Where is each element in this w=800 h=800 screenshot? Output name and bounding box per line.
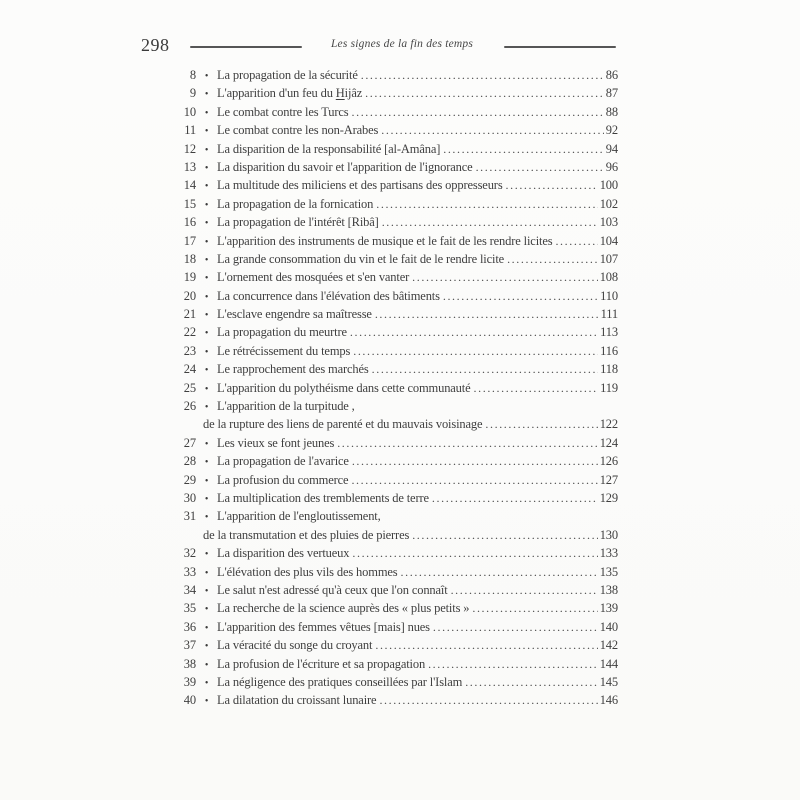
bullet-icon: •	[204, 346, 209, 358]
entry-label: La concurrence dans l'élévation des bâtiments	[217, 288, 440, 303]
toc-entry-text	[217, 434, 618, 452]
bullet-icon: •	[204, 126, 209, 138]
toc-entry-text	[217, 563, 618, 581]
dot-leader	[352, 452, 598, 470]
toc-entry	[145, 673, 618, 691]
entry-page-number: 100	[599, 178, 618, 193]
entry-label: La propagation du meurtre	[217, 325, 347, 340]
toc-entry-text	[217, 268, 618, 286]
bullet-icon: •	[204, 438, 209, 450]
toc-entry	[145, 176, 618, 194]
dot-leader	[381, 121, 604, 139]
dot-leader	[443, 287, 598, 305]
header-rule-left	[190, 46, 302, 48]
toc-entry-text	[217, 213, 618, 231]
entry-number: 16	[183, 215, 196, 230]
bullet-icon: •	[204, 604, 209, 616]
toc-entry-text	[217, 397, 618, 415]
bullet-icon: •	[204, 567, 209, 579]
toc-entry	[145, 471, 618, 489]
toc-entry-text	[217, 379, 618, 397]
entry-page-number: 88	[605, 104, 618, 119]
toc-entry-text	[217, 121, 618, 139]
dot-leader	[474, 379, 599, 397]
entry-page-number: 124	[599, 435, 618, 450]
entry-number: 9	[189, 86, 196, 101]
bullet-icon: •	[204, 71, 209, 82]
entry-page-number: 133	[599, 546, 618, 561]
toc-entry	[145, 158, 618, 176]
toc-entry	[145, 195, 618, 213]
toc-entry-text	[217, 195, 618, 213]
toc-entry-text	[217, 599, 618, 617]
entry-page-number: 116	[600, 343, 618, 358]
entry-page-number: 119	[600, 380, 618, 395]
toc-entry-text	[217, 360, 618, 378]
bullet-icon: •	[204, 107, 209, 119]
entry-number: 12	[183, 141, 196, 156]
dot-leader	[375, 305, 599, 323]
entry-label: La négligence des pratiques conseillées par l'Islam	[217, 674, 463, 689]
page-header	[0, 34, 800, 60]
entry-page-number: 146	[599, 693, 618, 708]
toc-entry	[145, 268, 618, 286]
entry-page-number: 138	[599, 582, 618, 597]
toc-entry	[145, 563, 618, 581]
toc-entry	[145, 213, 618, 231]
entry-label: Le rapprochement des marchés	[217, 362, 369, 377]
entry-number: 25	[183, 380, 196, 395]
dot-leader	[506, 176, 598, 194]
toc-entry	[145, 379, 618, 397]
dot-leader	[476, 158, 604, 176]
toc-entry	[145, 323, 618, 341]
entry-label: L'esclave engendre sa maîtresse	[217, 307, 372, 322]
dot-leader	[353, 342, 598, 360]
entry-label: L'apparition du polythéisme dans cette communauté	[217, 380, 471, 395]
bullet-icon: •	[204, 162, 209, 174]
entry-label: Les vieux se font jeunes	[217, 435, 335, 450]
entry-page-number: 96	[605, 159, 618, 174]
entry-number: 18	[183, 251, 196, 266]
dot-leader	[352, 103, 604, 121]
dot-leader	[465, 673, 597, 691]
bullet-icon: •	[204, 475, 209, 487]
bullet-icon: •	[204, 641, 209, 653]
entry-page-number: 118	[600, 362, 618, 377]
dot-leader	[361, 66, 604, 84]
toc-entry	[145, 84, 618, 102]
dot-leader	[433, 618, 598, 636]
entry-label: La disparition des vertueux	[217, 546, 350, 561]
toc-entry-text	[217, 691, 618, 709]
entry-label: Le combat contre les non-Arabes	[217, 123, 379, 138]
toc-entry-text	[217, 673, 618, 691]
header-rule-right	[504, 46, 616, 48]
toc-entry-text	[217, 287, 618, 305]
dot-leader	[428, 655, 598, 673]
bullet-icon: •	[204, 181, 209, 193]
toc-entry	[145, 232, 618, 250]
toc-entry	[145, 599, 618, 617]
entry-page-number: 110	[600, 288, 618, 303]
entry-page-number: 104	[599, 233, 618, 248]
entry-number: 30	[183, 490, 196, 505]
entry-label: La véracité du songe du croyant	[217, 638, 373, 653]
entry-label: L'apparition de la turpitude ,	[217, 399, 355, 414]
dot-leader	[443, 140, 604, 158]
entry-number: 10	[183, 104, 196, 119]
dot-leader	[337, 434, 597, 452]
toc-entry-text	[217, 323, 618, 341]
bullet-icon: •	[204, 402, 209, 414]
bullet-icon: •	[204, 199, 209, 211]
entry-page-number: 129	[599, 490, 618, 505]
entry-label: L'apparition d'un feu du Hijâz	[217, 86, 363, 101]
dot-leader	[350, 323, 598, 341]
entry-page-number: 135	[599, 564, 618, 579]
bullet-icon: •	[204, 696, 209, 708]
entry-label: Le rétrécissement du temps	[217, 343, 351, 358]
toc-entry	[145, 140, 618, 158]
entry-page-number: 102	[599, 196, 618, 211]
dot-leader	[382, 213, 598, 231]
toc-entry-text	[203, 526, 618, 544]
dot-leader	[485, 415, 597, 433]
entry-label: de la transmutation et des pluies de pierres	[203, 527, 410, 542]
dot-leader	[451, 581, 598, 599]
toc-entry	[145, 342, 618, 360]
entry-label: La disparition du savoir et l'apparition de l'ignorance	[217, 159, 473, 174]
entry-number: 39	[183, 674, 196, 689]
toc-entry	[145, 691, 618, 709]
bullet-icon: •	[204, 310, 209, 322]
entry-label: L'apparition des femmes vêtues [mais] nues	[217, 619, 430, 634]
bullet-icon: •	[204, 273, 209, 285]
entry-number: 19	[183, 270, 196, 285]
entry-page-number: 122	[599, 417, 618, 432]
toc-entry	[145, 305, 618, 323]
dot-leader	[352, 544, 597, 562]
entry-number: 34	[183, 582, 196, 597]
bullet-icon: •	[204, 677, 209, 689]
entry-label: La grande consommation du vin et le fait de le rendre licite	[217, 251, 505, 266]
toc-entry-text	[217, 507, 618, 525]
entry-number: 11	[184, 123, 196, 138]
entry-number: 13	[183, 159, 196, 174]
dot-leader	[472, 599, 597, 617]
entry-page-number: 94	[605, 141, 618, 156]
entry-number: 28	[183, 454, 196, 469]
bullet-icon: •	[204, 218, 209, 230]
entry-number: 33	[183, 564, 196, 579]
dot-leader	[379, 691, 597, 709]
entry-page-number: 145	[599, 674, 618, 689]
toc-entry	[145, 121, 618, 139]
toc-entry	[145, 655, 618, 673]
entry-number: 36	[183, 619, 196, 634]
bullet-icon: •	[204, 328, 209, 340]
entry-label: La profusion de l'écriture et sa propagation	[217, 656, 426, 671]
bullet-icon: •	[204, 254, 209, 266]
toc-entry-text	[217, 471, 618, 489]
entry-page-number: 144	[599, 656, 618, 671]
toc-entry-text	[217, 176, 618, 194]
entry-number: 21	[183, 307, 196, 322]
entry-page-number: 87	[605, 86, 618, 101]
toc-entry-text	[217, 66, 618, 84]
entry-page-number: 127	[599, 472, 618, 487]
toc-entry	[145, 489, 618, 507]
entry-label: La propagation de l'avarice	[217, 454, 349, 469]
dot-leader	[401, 563, 598, 581]
entry-page-number: 111	[600, 307, 618, 322]
entry-number: 26	[183, 399, 196, 414]
dot-leader	[376, 195, 597, 213]
toc-entry	[145, 581, 618, 599]
toc-entry	[145, 360, 618, 378]
page-number: 298	[141, 35, 170, 55]
entry-label: La propagation de la fornication	[217, 196, 374, 211]
toc-entry-continuation	[145, 415, 618, 433]
toc-entry	[145, 287, 618, 305]
toc-entry	[145, 544, 618, 562]
entry-page-number: 130	[599, 527, 618, 542]
toc-entry-text	[217, 158, 618, 176]
entry-page-number: 108	[599, 270, 618, 285]
toc-entry-text	[203, 415, 618, 433]
bullet-icon: •	[204, 291, 209, 303]
toc-entry-text	[217, 305, 618, 323]
toc-entry-text	[217, 655, 618, 673]
dot-leader	[555, 232, 597, 250]
entry-label: L'apparition des instruments de musique et le fait de les rendre licites	[217, 233, 553, 248]
entry-number: 22	[183, 325, 196, 340]
entry-label: de la rupture des liens de parenté et du mauvais voisinage	[203, 417, 483, 432]
entry-label: La multitude des miliciens et des partisans des oppresseurs	[217, 178, 503, 193]
toc-entry-text	[217, 232, 618, 250]
toc-entry-text	[217, 581, 618, 599]
entry-page-number: 103	[599, 215, 618, 230]
entry-page-number: 142	[599, 638, 618, 653]
toc-entry-text	[217, 140, 618, 158]
entry-label: La dilatation du croissant lunaire	[217, 693, 377, 708]
toc-entry-text	[217, 618, 618, 636]
entry-page-number: 86	[605, 68, 618, 82]
entry-label: L'apparition de l'engloutissement,	[217, 509, 381, 524]
entry-number: 14	[183, 178, 196, 193]
bullet-icon: •	[204, 383, 209, 395]
bullet-icon: •	[204, 236, 209, 248]
running-title: Les signes de la fin des temps	[330, 38, 474, 50]
entry-number: 23	[183, 343, 196, 358]
entry-number: 17	[183, 233, 196, 248]
entry-page-number: 139	[599, 601, 618, 616]
toc-entry-text	[217, 84, 618, 102]
toc-entry	[145, 66, 618, 84]
dot-leader	[412, 268, 598, 286]
entry-number: 40	[183, 693, 196, 708]
toc-entry	[145, 618, 618, 636]
toc-entry-text	[217, 489, 618, 507]
entry-label: L'élévation des plus vils des hommes	[217, 564, 398, 579]
dot-leader	[412, 526, 598, 544]
dot-leader	[365, 84, 604, 102]
entry-number: 29	[183, 472, 196, 487]
toc-entry	[145, 434, 618, 452]
entry-label: La propagation de l'intérêt [Ribâ]	[217, 215, 379, 230]
toc-entry-text	[217, 342, 618, 360]
entry-label: Le combat contre les Turcs	[217, 104, 349, 119]
entry-page-number: 126	[599, 454, 618, 469]
entry-number: 35	[183, 601, 196, 616]
bullet-icon: •	[204, 457, 209, 469]
entry-number: 37	[183, 638, 196, 653]
entry-number: 24	[183, 362, 196, 377]
dot-leader	[507, 250, 598, 268]
entry-label: La profusion du commerce	[217, 472, 349, 487]
entry-page-number: 113	[600, 325, 618, 340]
entry-page-number: 92	[605, 123, 618, 138]
entry-number: 8	[189, 68, 196, 82]
entry-label: La multiplication des tremblements de terre	[217, 490, 429, 505]
entry-label: La disparition de la responsabilité [al-Amâna]	[217, 141, 441, 156]
bullet-icon: •	[204, 144, 209, 156]
dot-leader	[351, 471, 597, 489]
dot-leader	[432, 489, 598, 507]
bullet-icon: •	[204, 512, 209, 524]
entry-label: La propagation de la sécurité	[217, 68, 358, 82]
toc-entry-text	[217, 636, 618, 654]
toc-entry	[145, 507, 618, 525]
bullet-icon: •	[204, 585, 209, 597]
toc-entry-text	[217, 544, 618, 562]
bullet-icon: •	[204, 365, 209, 377]
toc-entry	[145, 636, 618, 654]
entry-label: L'ornement des mosquées et s'en vanter	[217, 270, 410, 285]
bullet-icon: •	[204, 493, 209, 505]
entry-label: Le salut n'est adressé qu'à ceux que l'on connaît	[217, 582, 448, 597]
entry-number: 31	[183, 509, 196, 524]
entry-number: 20	[183, 288, 196, 303]
bullet-icon: •	[204, 659, 209, 671]
dot-leader	[372, 360, 599, 378]
entry-page-number: 107	[599, 251, 618, 266]
toc-entry-continuation	[145, 526, 618, 544]
toc-entry-text	[217, 452, 618, 470]
toc-list	[145, 66, 618, 710]
bullet-icon: •	[204, 549, 209, 561]
toc-entry	[145, 103, 618, 121]
toc-entry	[145, 250, 618, 268]
entry-label: La recherche de la science auprès des « plus petits »	[217, 601, 470, 616]
entry-number: 15	[183, 196, 196, 211]
entry-page-number: 140	[599, 619, 618, 634]
toc-entry-text	[217, 103, 618, 121]
entry-number: 38	[183, 656, 196, 671]
entry-number: 27	[183, 435, 196, 450]
bullet-icon: •	[204, 89, 209, 101]
entry-number: 32	[183, 546, 196, 561]
bullet-icon: •	[204, 622, 209, 634]
dot-leader	[375, 636, 597, 654]
toc-entry-text	[217, 250, 618, 268]
toc-entry	[145, 452, 618, 470]
toc-entry	[145, 397, 618, 415]
